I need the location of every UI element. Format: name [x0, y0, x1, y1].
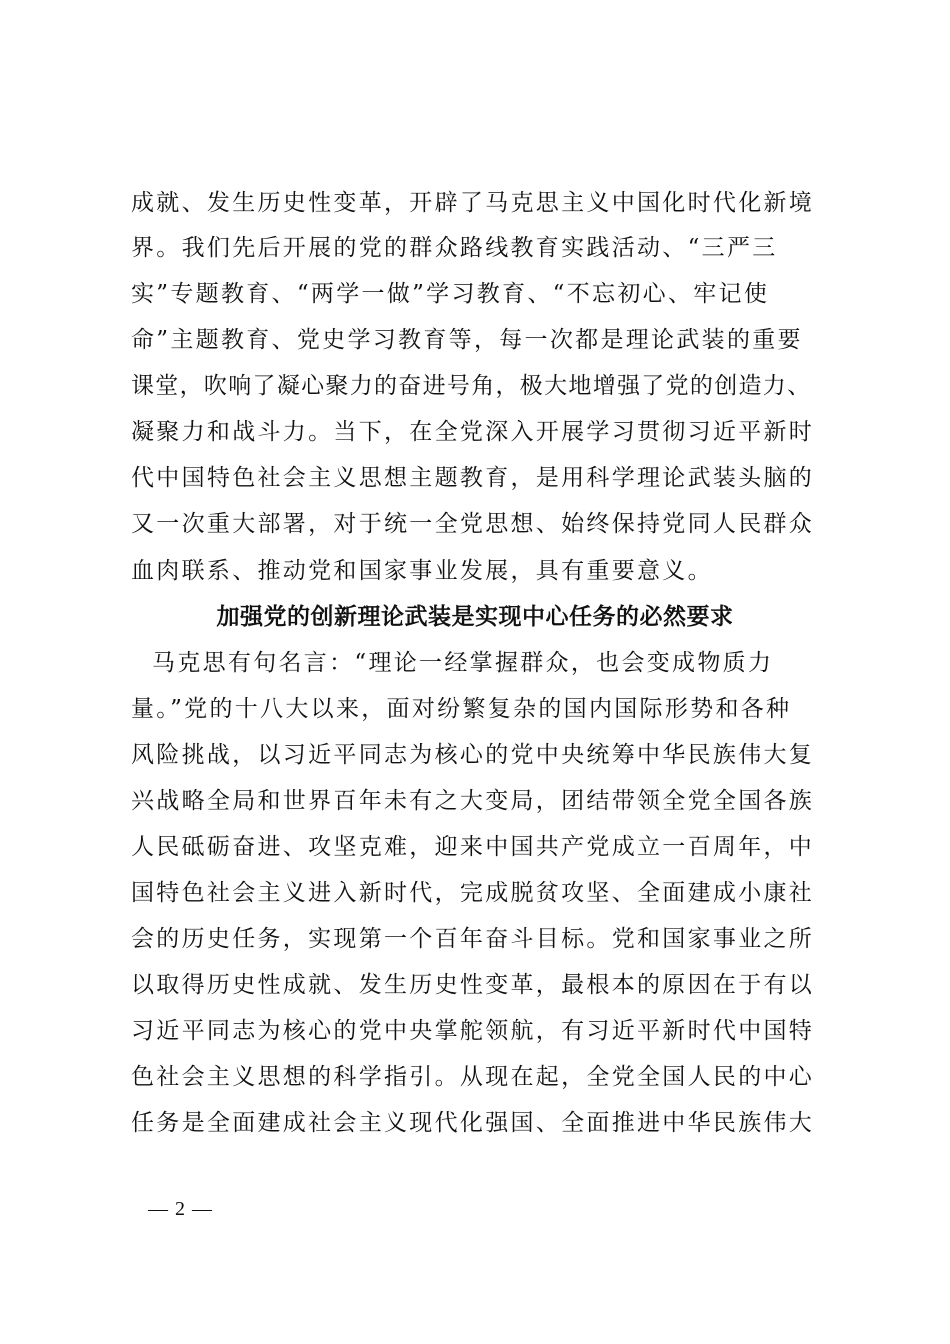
paragraph-line: 色社会主义思想的科学指引。从现在起，全党全国人民的中心: [131, 1064, 815, 1090]
paragraph-line: 会的历史任务，实现第一个百年奋斗目标。党和国家事业之所: [131, 926, 815, 952]
paragraph-line: 以取得历史性成就、发生历史性变革，最根本的原因在于有以: [131, 972, 815, 998]
paragraph-line: 界。我们先后开展的党的群众路线教育实践活动、“三严三: [131, 235, 778, 261]
paragraph-line: 代中国特色社会主义思想主题教育，是用科学理论武装头脑的: [131, 465, 815, 491]
section-heading: 加强党的创新理论武装是实现中心任务的必然要求: [216, 603, 734, 630]
paragraph-line: 凝聚力和战斗力。当下，在全党深入开展学习贯彻习近平新时: [131, 419, 815, 445]
paragraph-line: 人民砥砺奋进、攻坚克难，迎来中国共产党成立一百周年，中: [131, 834, 815, 860]
paragraph-line: 国特色社会主义进入新时代，完成脱贫攻坚、全面建成小康社: [131, 880, 815, 906]
paragraph-line: 马克思有句名言：“理论一经掌握群众，也会变成物质力: [152, 650, 774, 676]
paragraph-line: 血肉联系、推动党和国家事业发展，具有重要意义。: [131, 558, 713, 584]
paragraph-line: 风险挑战，以习近平同志为核心的党中央统筹中华民族伟大复: [131, 742, 815, 768]
paragraph-line: 兴战略全局和世界百年未有之大变局，团结带领全党全国各族: [131, 788, 815, 814]
paragraph-line: 任务是全面建成社会主义现代化强国、全面推进中华民族伟大: [131, 1110, 815, 1136]
paragraph-line: 课堂，吹响了凝心聚力的奋进号角，极大地增强了党的创造力、: [131, 373, 812, 399]
paragraph-line: 命”主题教育、党史学习教育等，每一次都是理论武装的重要: [131, 327, 803, 353]
page-number: — 2 —: [148, 1198, 213, 1220]
paragraph-line: 又一次重大部署，对于统一全党思想、始终保持党同人民群众: [131, 511, 815, 537]
paragraph-line: 实”专题教育、“两学一做”学习教育、“不忘初心、牢记使: [131, 281, 770, 307]
paragraph-line: 习近平同志为核心的党中央掌舵领航，有习近平新时代中国特: [131, 1018, 815, 1044]
paragraph-line: 量。”党的十八大以来，面对纷繁复杂的国内国际形势和各种: [131, 696, 792, 722]
paragraph-line: 成就、发生历史性变革，开辟了马克思主义中国化时代化新境: [131, 190, 815, 216]
